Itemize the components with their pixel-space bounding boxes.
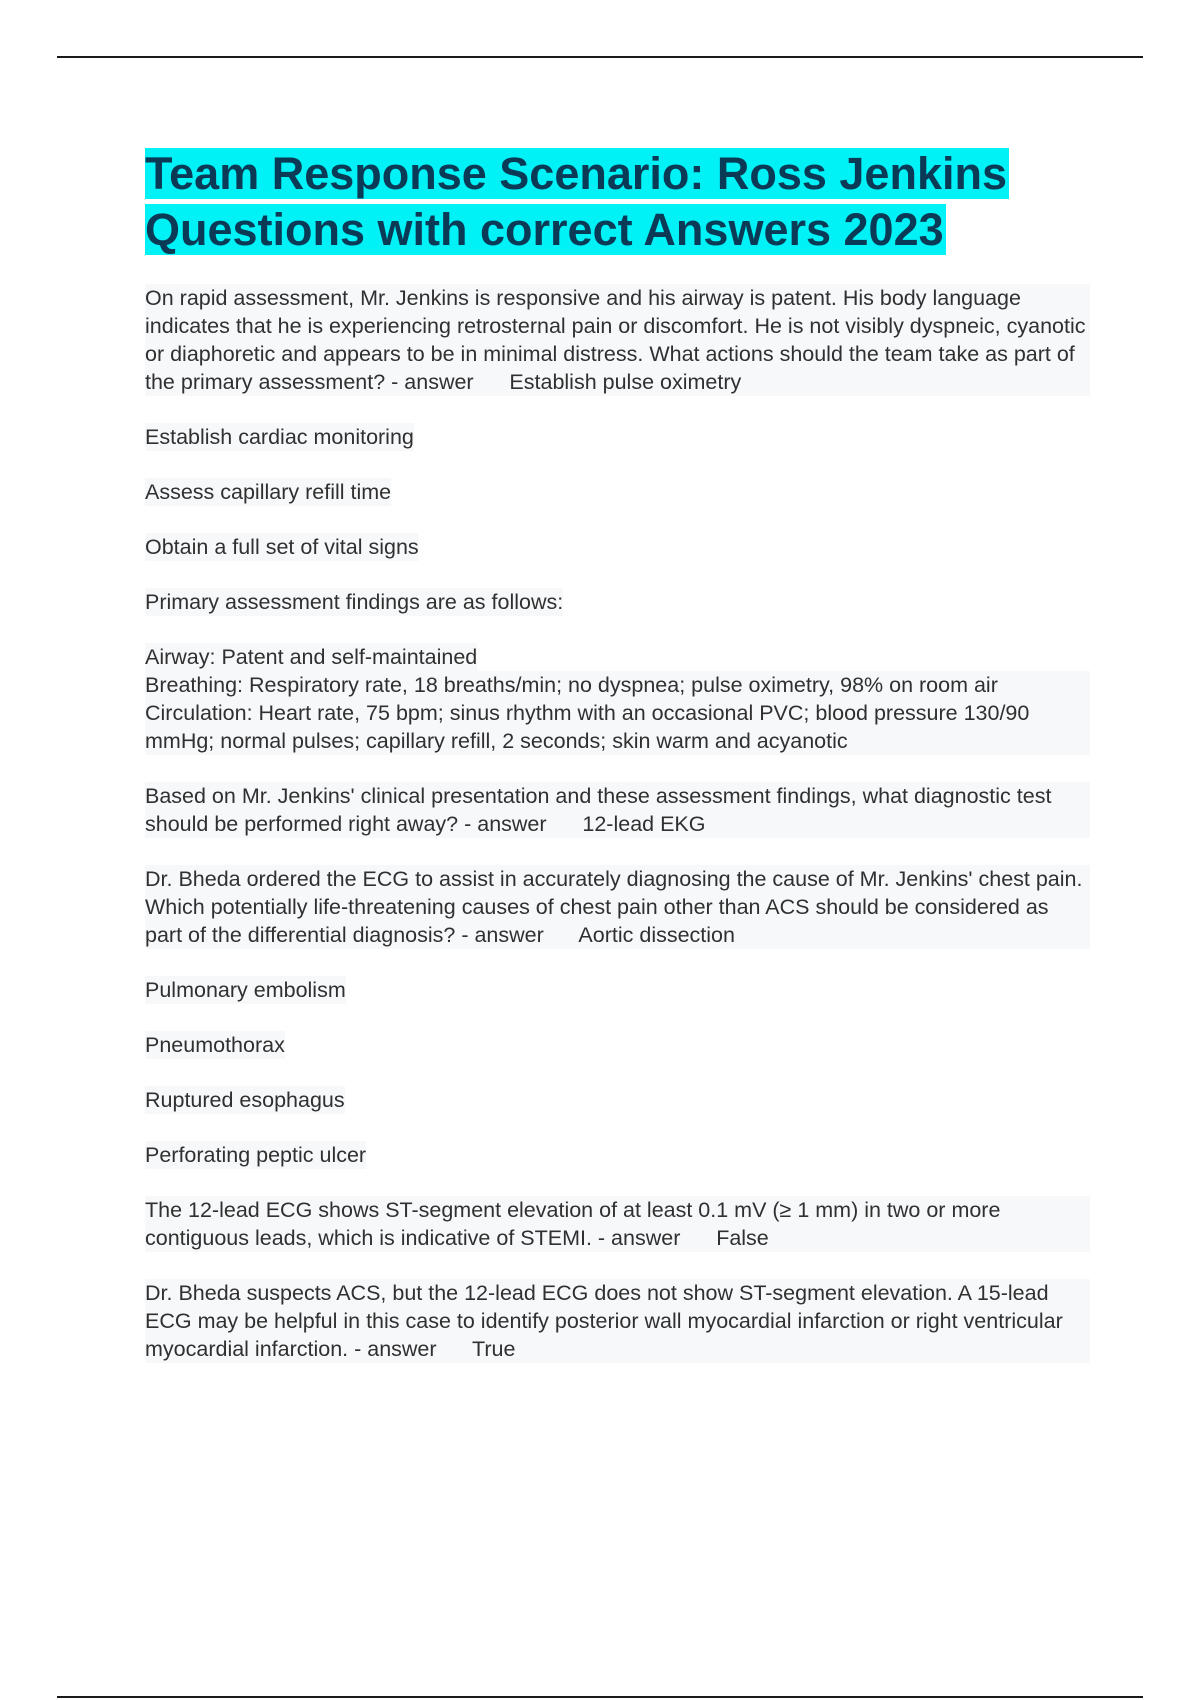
document-body bbox=[145, 146, 1090, 1390]
answer-1-item-3: Assess capillary refill time bbox=[145, 480, 392, 504]
question-3: Dr. Bheda ordered the ECG to assist in accurately diagnosing the cause of Mr. Jenkins' chest pain. Which potentially life-threatening causes of chest pain other than ACS should be considered as part of the differential diagnosis? - answer Aortic dissection bbox=[145, 867, 1089, 947]
findings-circulation: Circulation: Heart rate, 75 bpm; sinus rhythm with an occasional PVC; blood pressure 130/90 mmHg; normal pulses; capillary refill, 2 seconds; skin warm and acyanotic bbox=[145, 699, 1090, 755]
answer-3-item-3: Pneumothorax bbox=[145, 1033, 285, 1057]
findings-breathing: Breathing: Respiratory rate, 18 breaths/min; no dyspnea; pulse oximetry, 98% on room air bbox=[145, 671, 1090, 699]
title-line-2: Questions with correct Answers 2023 bbox=[145, 204, 944, 255]
answer-3-item-5: Perforating peptic ulcer bbox=[145, 1143, 367, 1167]
title-line-1: Team Response Scenario: Ross Jenkins bbox=[145, 148, 1007, 199]
findings-intro: Primary assessment findings are as follows: bbox=[145, 590, 564, 614]
question-2: Based on Mr. Jenkins' clinical presentation and these assessment findings, what diagnostic test should be performed right away? - answer 12-lead EKG bbox=[145, 782, 1090, 838]
answer-3-item-2: Pulmonary embolism bbox=[145, 978, 346, 1002]
document-title bbox=[145, 146, 1090, 258]
answer-1-item-2: Establish cardiac monitoring bbox=[145, 425, 414, 449]
answer-1-item-4: Obtain a full set of vital signs bbox=[145, 535, 419, 559]
bottom-rule bbox=[57, 1696, 1143, 1698]
findings-airway: Airway: Patent and self-maintained bbox=[145, 645, 478, 669]
question-5: Dr. Bheda suspects ACS, but the 12-lead ECG does not show ST-segment elevation. A 15-lead ECG may be helpful in this case to identify posterior wall myocardial infarction or right ventricular myocardial infarction. - answer True bbox=[145, 1279, 1090, 1363]
question-4: The 12-lead ECG shows ST-segment elevation of at least 0.1 mV (≥ 1 mm) in two or more contiguous leads, which is indicative of STEMI. - answer False bbox=[145, 1196, 1090, 1252]
top-rule bbox=[57, 56, 1143, 58]
question-1: On rapid assessment, Mr. Jenkins is responsive and his airway is patent. His body language indicates that he is experiencing retrosternal pain or discomfort. He is not visibly dyspneic, cyanotic or diaphoretic and appears to be in minimal distress. What actions should the team take as part of the primary assessment? - answer Establish pulse oximetry bbox=[145, 286, 1092, 394]
findings-list bbox=[145, 643, 1090, 755]
answer-3-item-4: Ruptured esophagus bbox=[145, 1088, 345, 1112]
